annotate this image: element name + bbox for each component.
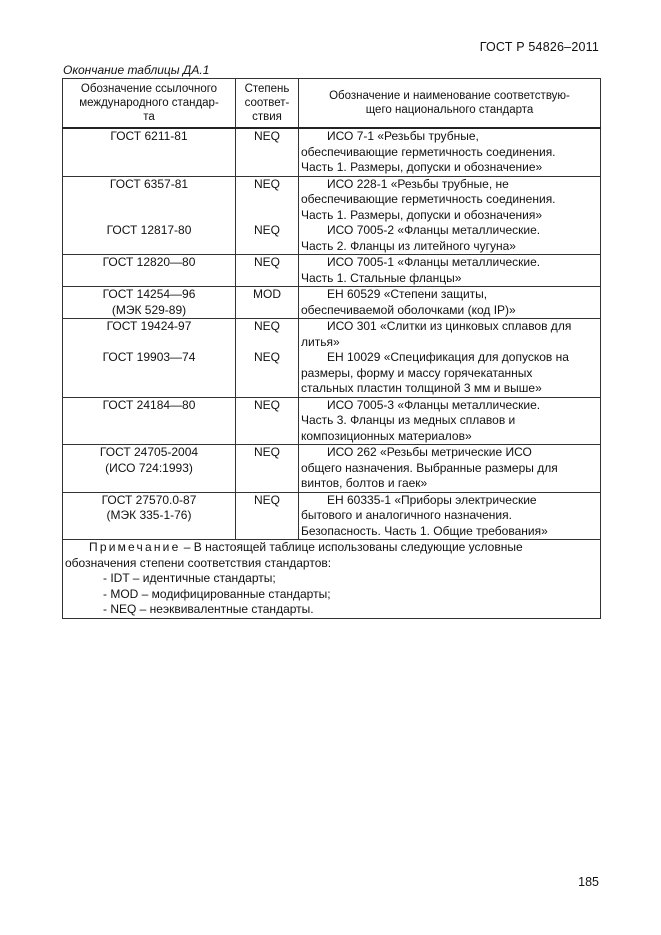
table-note-row	[63, 540, 601, 619]
note-item: - IDT – идентичные стандарты;	[103, 571, 276, 585]
header-line: Степень	[244, 83, 290, 95]
reference-line: (ИСО 724:1993)	[105, 460, 193, 475]
header-line: та	[143, 111, 155, 123]
reference-line: ГОСТ 12820—80	[102, 255, 196, 269]
header-line: Обозначение ссылочного	[80, 83, 218, 95]
reference-cell	[63, 128, 236, 176]
table-row	[63, 445, 601, 493]
degree-cell: NEQ	[236, 223, 299, 255]
table-row	[63, 287, 601, 319]
table-caption: Окончание таблицы ДА.1	[63, 63, 210, 77]
table-row	[63, 319, 601, 351]
reference-line: (МЭК 529-89)	[111, 302, 187, 317]
reference-cell	[63, 223, 236, 255]
text-line: стальных пластин толщиной 3 мм и выше»	[301, 381, 542, 395]
text-line: ИСО 7-1 «Резьбы трубные,	[327, 129, 479, 143]
header-line: ствия	[252, 111, 282, 123]
text-line: ЕН 60335-1 «Приборы электрические	[327, 492, 537, 507]
table-row	[63, 128, 601, 176]
national-standard-cell	[299, 128, 601, 176]
text-line: Часть 1. Размеры, допуски и обозначения»	[301, 207, 543, 222]
reference-cell	[63, 176, 236, 223]
text-line: ИСО 228-1 «Резьбы трубные, не	[327, 176, 509, 191]
degree-cell: NEQ	[236, 319, 299, 351]
table-row	[63, 223, 601, 255]
note-first-line-text: – В настоящей таблице использованы следующие условные	[180, 540, 523, 554]
table-row	[63, 350, 601, 397]
text-line: винтов, болтов и гаек»	[301, 476, 428, 490]
reference-line: ГОСТ 19424-97	[106, 319, 192, 333]
degree-cell: NEQ	[236, 350, 299, 397]
text-line: ИСО 262 «Резьбы метрические ИСО	[327, 445, 532, 459]
header-line: соответ-	[244, 97, 290, 109]
national-standard-cell	[299, 492, 601, 540]
degree-cell: NEQ	[236, 445, 299, 493]
note-item: - MOD – модифицированные стандарты;	[103, 586, 331, 601]
text-line: Часть 3. Фланцы из медных сплавов и	[301, 413, 516, 427]
text-line: ЕН 10029 «Спецификация для допусков на	[327, 350, 569, 364]
text-line: Часть 1. Размеры, допуски и обозначение»	[301, 160, 543, 174]
reference-cell	[63, 255, 236, 287]
reference-line: ГОСТ 24705-2004	[99, 445, 199, 459]
note-second-line: обозначения степени соответствия стандартов:	[65, 555, 332, 570]
reference-line: ГОСТ 24184—80	[102, 397, 196, 412]
text-line: Часть 2. Фланцы из литейного чугуна»	[301, 238, 516, 253]
reference-line: ГОСТ 6357-81	[109, 176, 189, 191]
table-row	[63, 255, 601, 287]
note-item: - NEQ – неэквивалентные стандарты.	[103, 602, 314, 616]
reference-cell	[63, 445, 236, 493]
text-line: ИСО 7005-3 «Фланцы металлические.	[327, 397, 541, 412]
reference-cell	[63, 319, 236, 351]
reference-line: ГОСТ 6211-81	[110, 129, 188, 143]
table-row	[63, 176, 601, 223]
text-line: обеспечивающие герметичность соединения.	[301, 192, 556, 206]
reference-line: ГОСТ 14254—96	[102, 287, 196, 301]
national-standard-cell	[299, 223, 601, 255]
degree-cell: NEQ	[236, 255, 299, 287]
degree-cell: NEQ	[236, 492, 299, 540]
text-line: Часть 1. Стальные фланцы»	[301, 270, 462, 285]
header-line: Обозначение и наименование соответствую-	[329, 90, 570, 102]
header-reference-standard	[63, 79, 236, 129]
national-standard-cell	[299, 255, 601, 287]
table-note	[63, 540, 601, 619]
table-row	[63, 397, 601, 445]
degree-cell: NEQ	[236, 128, 299, 176]
national-standard-cell	[299, 445, 601, 493]
header-line: щего национального стандарта	[365, 104, 534, 116]
standards-table	[62, 78, 601, 619]
text-line: ИСО 301 «Слитки из цинковых сплавов для	[327, 319, 572, 333]
national-standard-cell	[299, 319, 601, 351]
page-number: 185	[578, 875, 599, 889]
national-standard-cell	[299, 397, 601, 445]
reference-cell	[63, 397, 236, 445]
reference-cell	[63, 350, 236, 397]
national-standard-cell	[299, 287, 601, 319]
reference-line: ГОСТ 12817-80	[106, 223, 192, 237]
note-label: Примечание	[89, 540, 181, 554]
text-line: ИСО 7005-2 «Фланцы металлические.	[327, 223, 541, 237]
header-line: международного стандар-	[79, 97, 219, 109]
text-line: литья»	[301, 334, 340, 349]
text-line: обеспечиваемой оболочками (код IP)»	[301, 302, 516, 317]
header-degree	[236, 79, 299, 129]
text-line: композиционных материалов»	[301, 428, 472, 443]
degree-cell: MOD	[236, 287, 299, 319]
text-line: бытового и аналогичного назначения.	[301, 508, 512, 522]
text-line: обеспечивающие герметичность соединения.	[301, 144, 556, 159]
reference-cell	[63, 287, 236, 319]
text-line: Безопасность. Часть 1. Общие требования»	[301, 523, 548, 538]
table-header-row	[63, 79, 601, 129]
text-line: ИСО 7005-1 «Фланцы металлические.	[327, 255, 541, 269]
document-id: ГОСТ Р 54826–2011	[479, 40, 599, 54]
text-line: ЕН 60529 «Степени защиты,	[327, 287, 488, 301]
reference-line: ГОСТ 19903—74	[102, 350, 196, 364]
reference-cell	[63, 492, 236, 540]
degree-cell: NEQ	[236, 176, 299, 223]
text-line: общего назначения. Выбранные размеры для	[301, 460, 558, 475]
table-row	[63, 492, 601, 540]
national-standard-cell	[299, 350, 601, 397]
degree-cell: NEQ	[236, 397, 299, 445]
note-first-line	[65, 540, 598, 556]
header-national-standard	[299, 79, 601, 129]
reference-line: ГОСТ 27570.0-87	[101, 492, 197, 507]
national-standard-cell	[299, 176, 601, 223]
reference-line: (МЭК 335-1-76)	[106, 508, 192, 522]
text-line: размеры, форму и массу горячекатанных	[301, 365, 533, 380]
